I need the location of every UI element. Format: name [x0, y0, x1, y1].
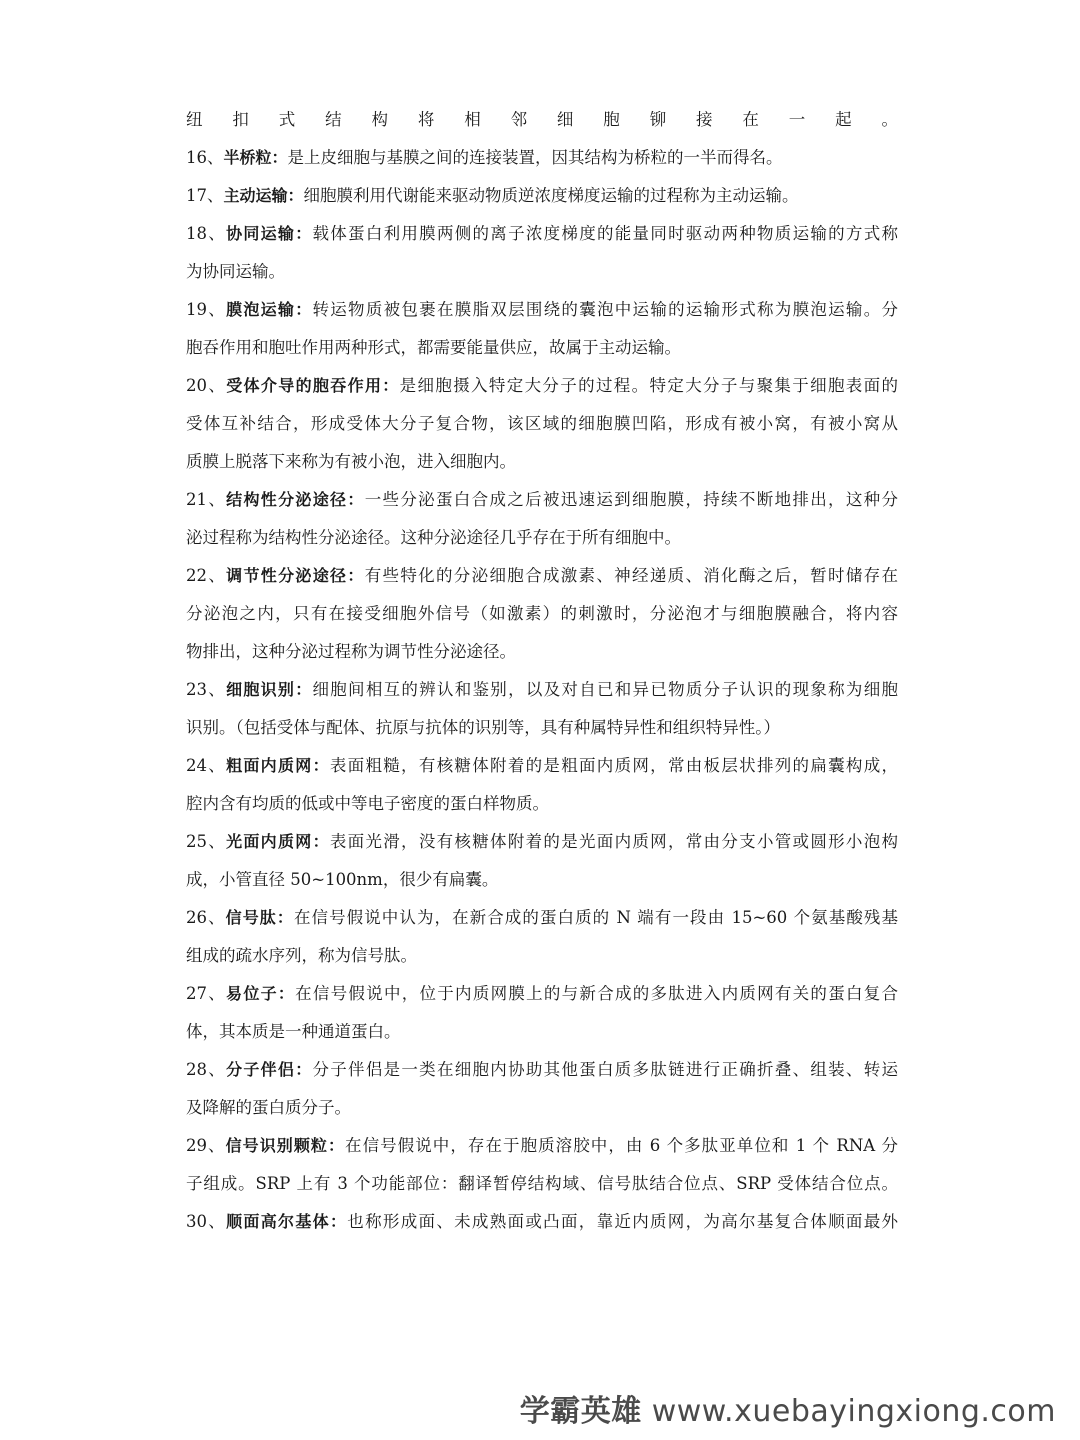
term-heading: 膜泡运输： [226, 300, 313, 319]
text-line: 为协同运输。 [186, 262, 285, 281]
entry-20: 20、受体介导的胞吞作用：是细胞摄入特定大分子的过程。特定大分子与聚集于细胞表面的 [186, 376, 898, 395]
term-heading: 顺面高尔基体： [226, 1212, 348, 1231]
entry-26: 26、信号肽：在信号假说中认为，在新合成的蛋白质的 N 端有一段由 15~60 个氨基酸残基 [186, 908, 898, 927]
term-heading: 主动运输： [223, 186, 304, 205]
text-line: 体，其本质是一种通道蛋白。 [186, 1022, 401, 1041]
watermark [520, 1386, 1056, 1430]
text-line: 物排出，这种分泌过程称为调节性分泌途径。 [186, 642, 516, 661]
entry-19: 19、膜泡运输：转运物质被包裹在膜脂双层围绕的囊泡中运输的运输形式称为膜泡运输。分 [186, 300, 898, 319]
watermark-brand: 学霸英雄 [519, 1394, 642, 1429]
entry-27: 27、易位子：在信号假说中，位于内质网膜上的与新合成的多肽进入内质网有关的蛋白复合 [186, 984, 898, 1003]
entry-28: 28、分子伴侣：分子伴侣是一类在细胞内协助其他蛋白质多肽链进行正确折叠、组装、转运 [186, 1060, 898, 1079]
text-line: 分泌泡之内，只有在接受细胞外信号（如激素）的刺激时，分泌泡才与细胞膜融合，将内容 [186, 604, 898, 623]
text-line: 纽扣式结构将相邻细胞铆接在一起。 [186, 110, 898, 129]
entry-17: 17、主动运输：细胞膜利用代谢能来驱动物质逆浓度梯度运输的过程称为主动运输。 [186, 186, 799, 205]
text-line: 胞吞作用和胞吐作用两种形式，都需要能量供应，故属于主动运输。 [186, 338, 681, 357]
term-heading: 半桥粒： [223, 148, 288, 167]
entry-18: 18、协同运输：载体蛋白利用膜两侧的离子浓度梯度的能量同时驱动两种物质运输的方式称 [186, 224, 898, 243]
text-line: 泌过程称为结构性分泌途径。这种分泌途径几乎存在于所有细胞中。 [186, 528, 681, 547]
term-heading: 光面内质网： [226, 832, 330, 851]
entry-23: 23、细胞识别：细胞间相互的辨认和鉴别，以及对自已和异已物质分子认识的现象称为细胞 [186, 680, 898, 699]
entry-25: 25、光面内质网：表面光滑，没有核糖体附着的是光面内质网，常由分支小管或圆形小泡构 [186, 832, 899, 851]
term-heading: 易位子： [226, 984, 296, 1003]
text-line: 成，小管直径 50~100nm，很少有扁囊。 [186, 870, 499, 889]
text-line: 腔内含有均质的低或中等电子密度的蛋白样物质。 [186, 794, 549, 813]
term-heading: 调节性分泌途径： [226, 566, 365, 585]
entry-21: 21、结构性分泌途径：一些分泌蛋白合成之后被迅速运到细胞膜，持续不断地排出，这种分 [186, 490, 898, 509]
term-heading: 协同运输： [226, 224, 313, 243]
text-line: 组成的疏水序列，称为信号肽。 [186, 946, 417, 965]
term-heading: 分子伴侣： [226, 1060, 313, 1079]
entry-22: 22、调节性分泌途径：有些特化的分泌细胞合成激素、神经递质、消化酶之后，暂时储存在 [186, 566, 898, 585]
entry-16: 16、半桥粒：是上皮细胞与基膜之间的连接装置，因其结构为桥粒的一半而得名。 [186, 148, 783, 167]
text-line: 及降解的蛋白质分子。 [186, 1098, 351, 1117]
text-line: 子组成。SRP 上有 3 个功能部位：翻译暂停结构域、信号肽结合位点、SRP 受体结合位点。 [186, 1174, 898, 1193]
term-heading: 信号识别颗粒： [225, 1136, 346, 1155]
entry-30: 30、顺面高尔基体：也称形成面、未成熟面或凸面，靠近内质网，为高尔基复合体顺面最外 [186, 1212, 899, 1231]
entry-29: 29、信号识别颗粒：在信号假说中，存在于胞质溶胶中，由 6 个多肽亚单位和 1 个 RNA 分 [186, 1136, 898, 1155]
term-heading: 结构性分泌途径： [226, 490, 365, 509]
term-heading: 细胞识别： [226, 680, 313, 699]
text-line: 受体互补结合，形成受体大分子复合物，该区域的细胞膜凹陷，形成有被小窝，有被小窝从 [186, 414, 898, 433]
term-heading: 受体介导的胞吞作用： [226, 376, 400, 395]
text-line: 识别。（包括受体与配体、抗原与抗体的识别等，具有种属特异性和组织特异性。） [186, 718, 780, 737]
term-heading: 信号肽： [225, 908, 294, 927]
document-page [186, 101, 898, 1241]
watermark-url: www.xuebayingxiong.com [651, 1394, 1056, 1429]
entry-24: 24、粗面内质网：表面粗糙，有核糖体附着的是粗面内质网，常由板层状排列的扁囊构成， [186, 756, 899, 775]
term-heading: 粗面内质网： [226, 756, 330, 775]
text-line: 质膜上脱落下来称为有被小泡，进入细胞内。 [186, 452, 516, 471]
